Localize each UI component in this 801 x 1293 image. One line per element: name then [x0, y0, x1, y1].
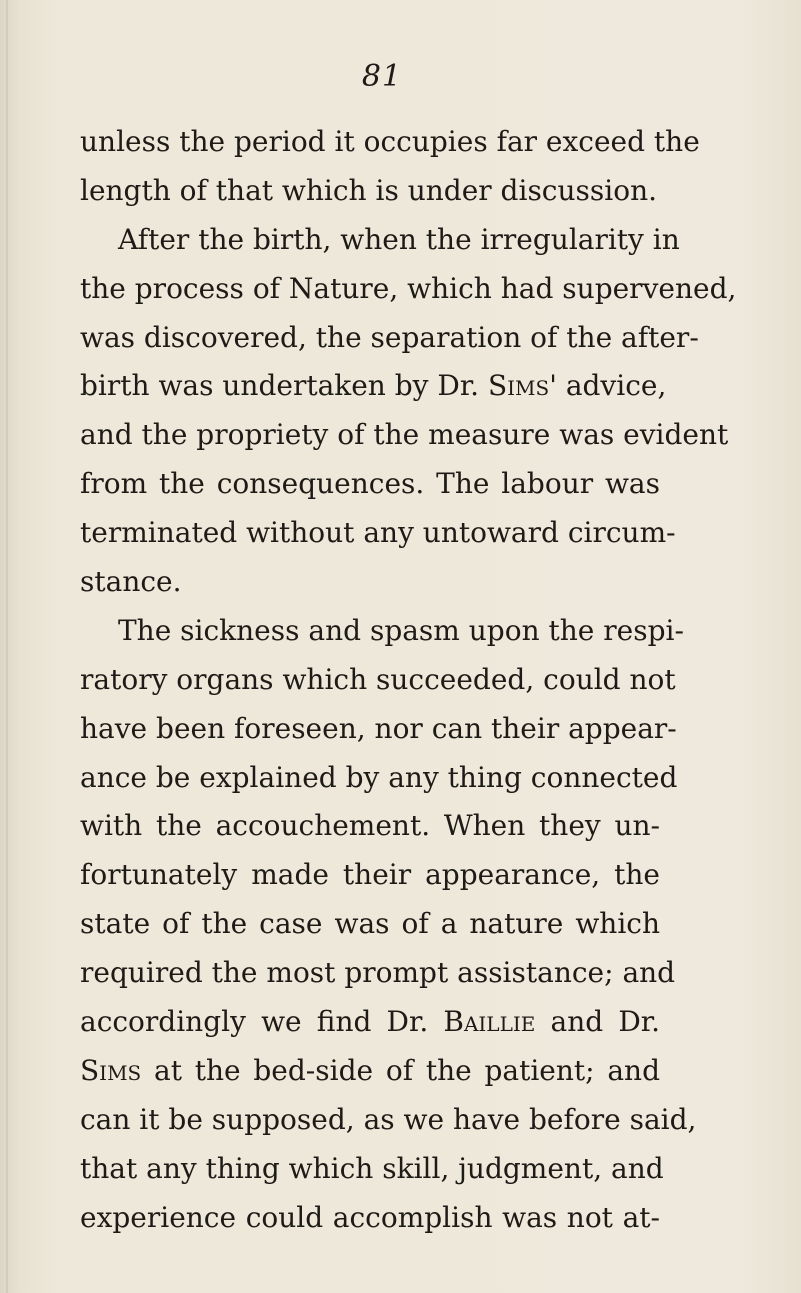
text-line: from the consequences. The labour was	[80, 467, 660, 501]
text-line: birth was undertaken by Dr. Sims' advice,	[80, 369, 667, 403]
page-number: 81	[361, 59, 403, 94]
text-line: Sims at the bed-side of the patient; and	[80, 1053, 660, 1087]
small-caps-name: Sims	[487, 369, 550, 403]
text-line: have been foreseen, nor can their appear-	[80, 711, 677, 745]
body-text	[80, 118, 737, 1242]
text-line: length of that which is under discussion.	[80, 173, 658, 207]
text-line: terminated without any untoward circum-	[80, 516, 676, 550]
text-line: the process of Nature, which had supervened,	[80, 271, 737, 305]
text-line: unless the period it occupies far exceed the	[80, 125, 700, 158]
text-line: accordingly we find Dr. Baillie and Dr.	[80, 1005, 661, 1039]
text-line: ratory organs which succeeded, could not	[80, 662, 676, 696]
text-line: was discovered, the separation of the after-	[80, 320, 699, 354]
text-line: state of the case was of a nature which	[80, 907, 660, 941]
text-line: After the birth, when the irregularity in	[118, 222, 680, 256]
text-line: ance be explained by any thing connected	[80, 760, 678, 794]
text-line: The sickness and spasm upon the respi-	[118, 613, 684, 647]
text-line: and the propriety of the measure was evident	[80, 418, 729, 452]
small-caps-name: Sims	[80, 1053, 142, 1087]
text-line: can it be supposed, as we have before said,	[80, 1102, 697, 1136]
text-line: with the accouchement. When they un-	[80, 809, 660, 843]
page-gutter-edge	[6, 0, 8, 1293]
text-line: required the most prompt assistance; and	[80, 956, 676, 990]
small-caps-name: Baillie	[443, 1005, 536, 1039]
text-line: experience could accomplish was not at-	[80, 1200, 660, 1234]
text-line: that any thing which skill, judgment, and	[80, 1151, 664, 1185]
text-line: stance.	[80, 565, 182, 599]
text-line: fortunately made their appearance, the	[80, 858, 660, 892]
